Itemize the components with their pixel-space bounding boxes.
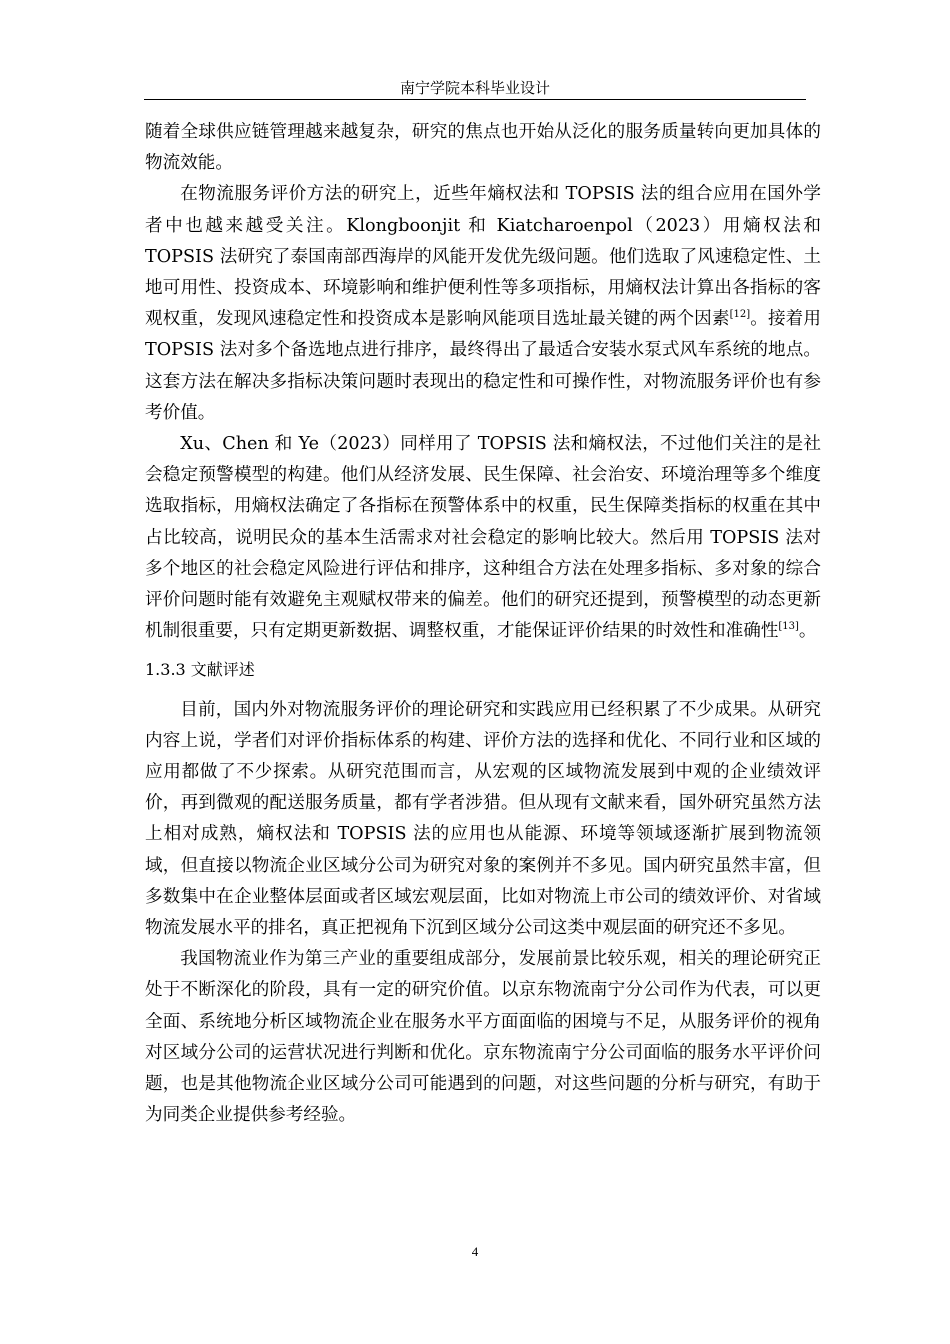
paragraph-1: 随着全球供应链管理越来越复杂，研究的焦点也开始从泛化的服务质量转向更加具体的物流效能。 — [145, 122, 821, 174]
paragraph-5: 我国物流业作为第三产业的重要组成部分，发展前景比较乐观，相关的理论研究正处于不断深化的阶段，具有一定的研究价值。以京东物流南宁分公司作为代表，可以更全面、系统地分析区域物流企业在服务水平方面面临的困境与不足，从服务评价的视角对区域分公司的运营状况进行判断和优化。京东物流南宁分公司面临的服务水平评价问题，也是其他物流企业区域分公司可能遇到的问题，对这些问题的分析与研究，有助于为同类企业提供参考经验。 — [145, 949, 821, 1126]
page-number: 4 — [471, 1244, 479, 1259]
header-rule — [144, 99, 806, 100]
paragraph-2 — [145, 179, 821, 429]
running-header: 南宁学院本科毕业设计 — [399, 79, 550, 97]
section-heading: 1.3.3 文献评述 — [145, 660, 255, 680]
paragraph-3-text-b: 。 — [798, 621, 817, 642]
paragraph-4: 目前，国内外对物流服务评价的理论研究和实践应用已经积累了不少成果。从研究内容上说，学者们对评价指标体系的构建、评价方法的选择和优化、不同行业和区域的应用都做了不少探索。从研究范围而言，从宏观的区域物流发展到中观的企业绩效评价，再到微观的配送服务质量，都有学者涉猎。但从现有文献来看，国外研究虽然方法上相对成熟，熵权法和 TOPSIS 法的应用也从能源、环境等领域逐渐扩展到物流领域，但直接以物流企业区域分公司为研究对象的案例并不多见。国内研究虽然丰富，但多数集中在企业整体层面或者区域宏观层面，比如对物流上市公司的绩效评价、对省域物流发展水平的排名，真正把视角下沉到区域分公司这类中观层面的研究还不多见。 — [145, 699, 821, 939]
paragraph-3 — [145, 429, 821, 647]
paragraph-2-text-b: 。接着用 TOPSIS 法对多个备选地点进行排序，最终得出了最适合安装水泵式风车系统的地点。这套方法在解决多指标决策问题时表现出的稳定性和可操作性，对物流服务评价也有参考价值。 — [145, 309, 821, 423]
paragraph-2-text-a: 在物流服务评价方法的研究上，近些年熵权法和 TOPSIS 法的组合应用在国外学者中也越来越受关注。Klongboonjit 和 Kiatcharoenpol（2023）用熵权法和 TOPSIS 法研究了泰国南部西海岸的风能开发优先级问题。他们选取了风速稳定性、土地可用性、投资成本、环境影响和维护便利性等多项指标，用熵权法计算出各指标的客观权重，发现风速稳定性和投资成本是影响风能项目选址最关键的两个因素 — [145, 184, 821, 330]
citation-13[interactable]: [13] — [778, 621, 799, 633]
body-text — [145, 117, 821, 1132]
paragraph-3-text-a: Xu、Chen 和 Ye（2023）同样用了 TOPSIS 法和熵权法，不过他们关注的是社会稳定预警模型的构建。他们从经济发展、民生保障、社会治安、环境治理等多个维度选取指标，用熵权法确定了各指标在预警体系中的权重，民生保障类指标的权重在其中占比较高，说明民众的基本生活需求对社会稳定的影响比较大。然后用 TOPSIS 法对多个地区的社会稳定风险进行评估和排序，这种组合方法在处理多指标、多对象的综合评价问题时能有效避免主观赋权带来的偏差。他们的研究还提到，预警模型的动态更新机制很重要，只有定期更新数据、调整权重，才能保证评价结果的时效性和准确性 — [145, 434, 821, 642]
citation-12[interactable]: [12] — [729, 309, 751, 321]
